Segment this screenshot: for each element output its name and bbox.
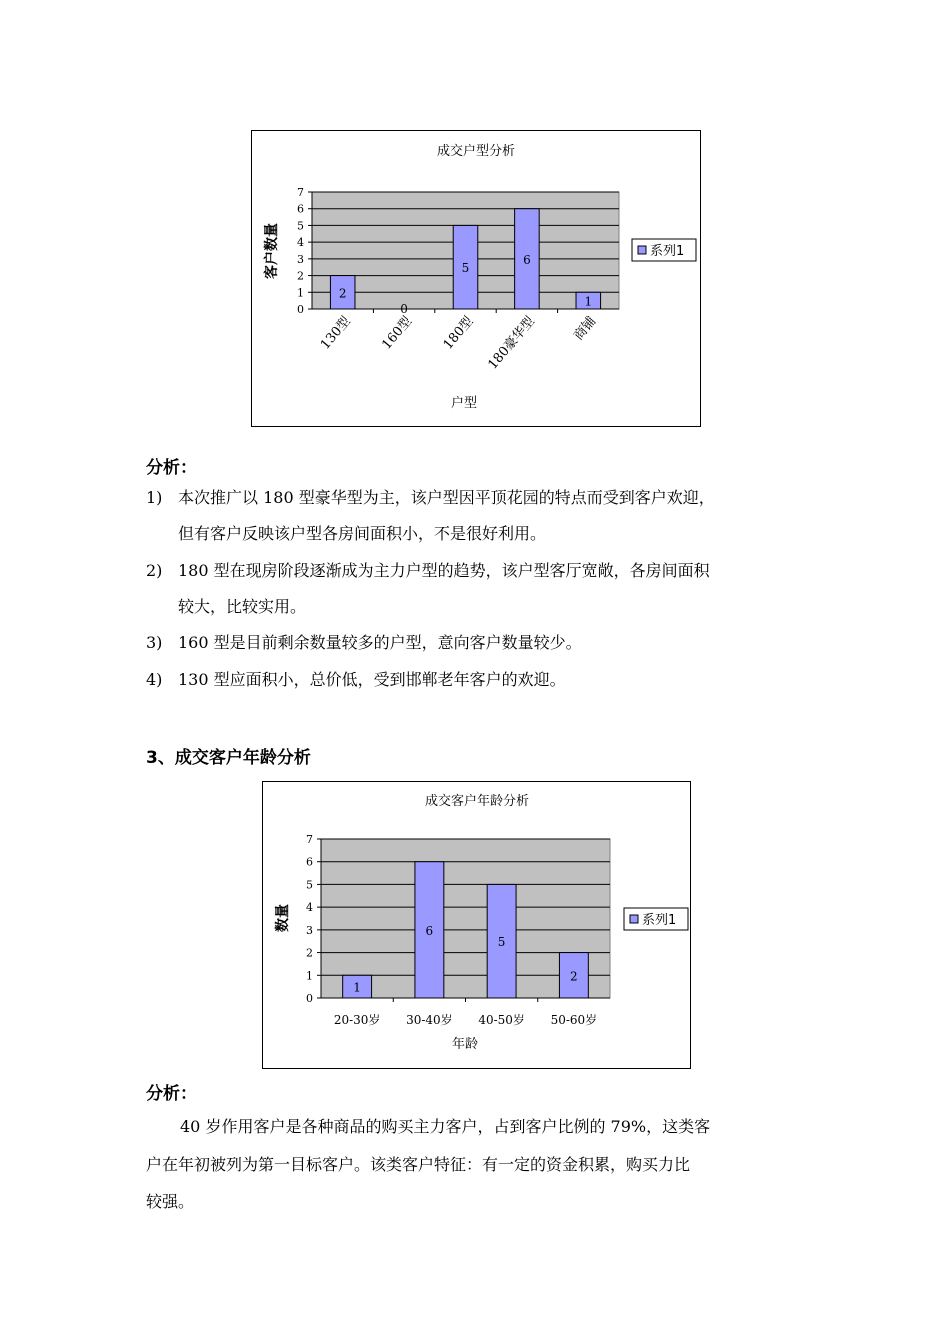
item-number: 1)	[146, 488, 163, 507]
analysis-heading-1: 分析：	[146, 458, 197, 478]
legend-label: 系列1	[650, 244, 685, 259]
chart-unit-type	[251, 130, 701, 427]
y-tick-label: 5	[306, 878, 313, 892]
item-number: 3)	[146, 633, 163, 652]
item-text-continued: 但有客户反映该户型各房间面积小，不是很好利用。	[178, 524, 547, 543]
bar-data-label: 6	[523, 252, 531, 267]
bar-data-label: 0	[400, 302, 408, 316]
item-text: 130 型应面积小，总价低，受到邯郸老年客户的欢迎。	[178, 670, 566, 689]
item-text: 本次推广以 180 型豪华型为主，该户型因平顶花园的特点而受到客户欢迎，	[178, 488, 715, 507]
y-axis-title: 数量	[275, 904, 291, 932]
chart-customer-age	[262, 781, 691, 1069]
bar-data-label: 1	[353, 980, 361, 995]
y-tick-label: 1	[297, 286, 304, 300]
chart-title: 成交户型分析	[436, 144, 516, 159]
analysis-paragraph-line-1: 40 岁作用客户是各种商品的购买主力客户，占到客户比例的 79%，这类客	[180, 1117, 711, 1136]
chart-customer-age-svg	[263, 782, 690, 1068]
bar-data-label: 5	[461, 261, 470, 276]
y-tick-label: 5	[297, 219, 304, 233]
y-tick-label: 3	[297, 252, 304, 266]
x-tick-label: 180型	[440, 313, 477, 353]
bar-data-label: 1	[584, 294, 593, 309]
x-tick-label: 50-60岁	[550, 1013, 598, 1027]
y-tick-label: 6	[297, 202, 304, 216]
section-3-heading: 3、成交客户年龄分析	[146, 748, 311, 768]
item-text: 160 型是目前剩余数量较多的户型，意向客户数量较少。	[178, 633, 582, 652]
x-tick-label: 130型	[317, 313, 354, 353]
item-text: 180 型在现房阶段逐渐成为主力户型的趋势，该户型客厅宽敞，各房间面积	[178, 561, 710, 580]
chart-title: 成交客户年龄分析	[424, 794, 530, 809]
x-tick-label: 40-50岁	[478, 1013, 525, 1027]
item-number: 2)	[146, 561, 163, 580]
y-axis-title: 客户数量	[264, 223, 280, 279]
x-tick-label: 商铺	[571, 313, 600, 344]
bar-data-label: 2	[338, 286, 347, 301]
y-tick-label: 1	[306, 969, 313, 983]
x-tick-label: 160型	[379, 313, 416, 353]
item-text-continued: 较大，比较实用。	[178, 597, 307, 616]
y-tick-label: 4	[297, 236, 304, 250]
x-tick-label: 30-40岁	[406, 1013, 453, 1027]
y-tick-label: 6	[306, 855, 313, 869]
y-tick-label: 2	[297, 269, 304, 283]
y-tick-label: 2	[306, 946, 313, 960]
bar-data-label: 2	[570, 969, 578, 984]
y-tick-label: 7	[306, 833, 313, 846]
legend-swatch	[638, 246, 646, 254]
x-tick-label: 180豪华型	[485, 313, 538, 373]
bar-data-label: 5	[497, 935, 506, 950]
y-tick-label: 0	[297, 303, 304, 316]
y-tick-label: 3	[306, 923, 313, 937]
y-tick-label: 4	[306, 901, 313, 915]
chart-unit-type-svg	[252, 131, 700, 426]
x-axis-title: 户型	[450, 396, 478, 411]
y-tick-label: 7	[297, 186, 304, 199]
item-number: 4)	[146, 670, 163, 689]
analysis-paragraph-line-2: 户在年初被列为第一目标客户。该类客户特征：有一定的资金积累，购买力比	[146, 1155, 691, 1174]
analysis-heading-2: 分析：	[146, 1084, 197, 1104]
legend-swatch	[630, 915, 638, 923]
y-tick-label: 0	[306, 992, 313, 1005]
legend-label: 系列1	[642, 913, 677, 928]
bar-data-label: 6	[425, 923, 434, 938]
x-tick-label: 20-30岁	[333, 1013, 381, 1027]
x-axis-title: 年龄	[451, 1037, 479, 1052]
analysis-paragraph-line-3: 较强。	[146, 1192, 195, 1211]
